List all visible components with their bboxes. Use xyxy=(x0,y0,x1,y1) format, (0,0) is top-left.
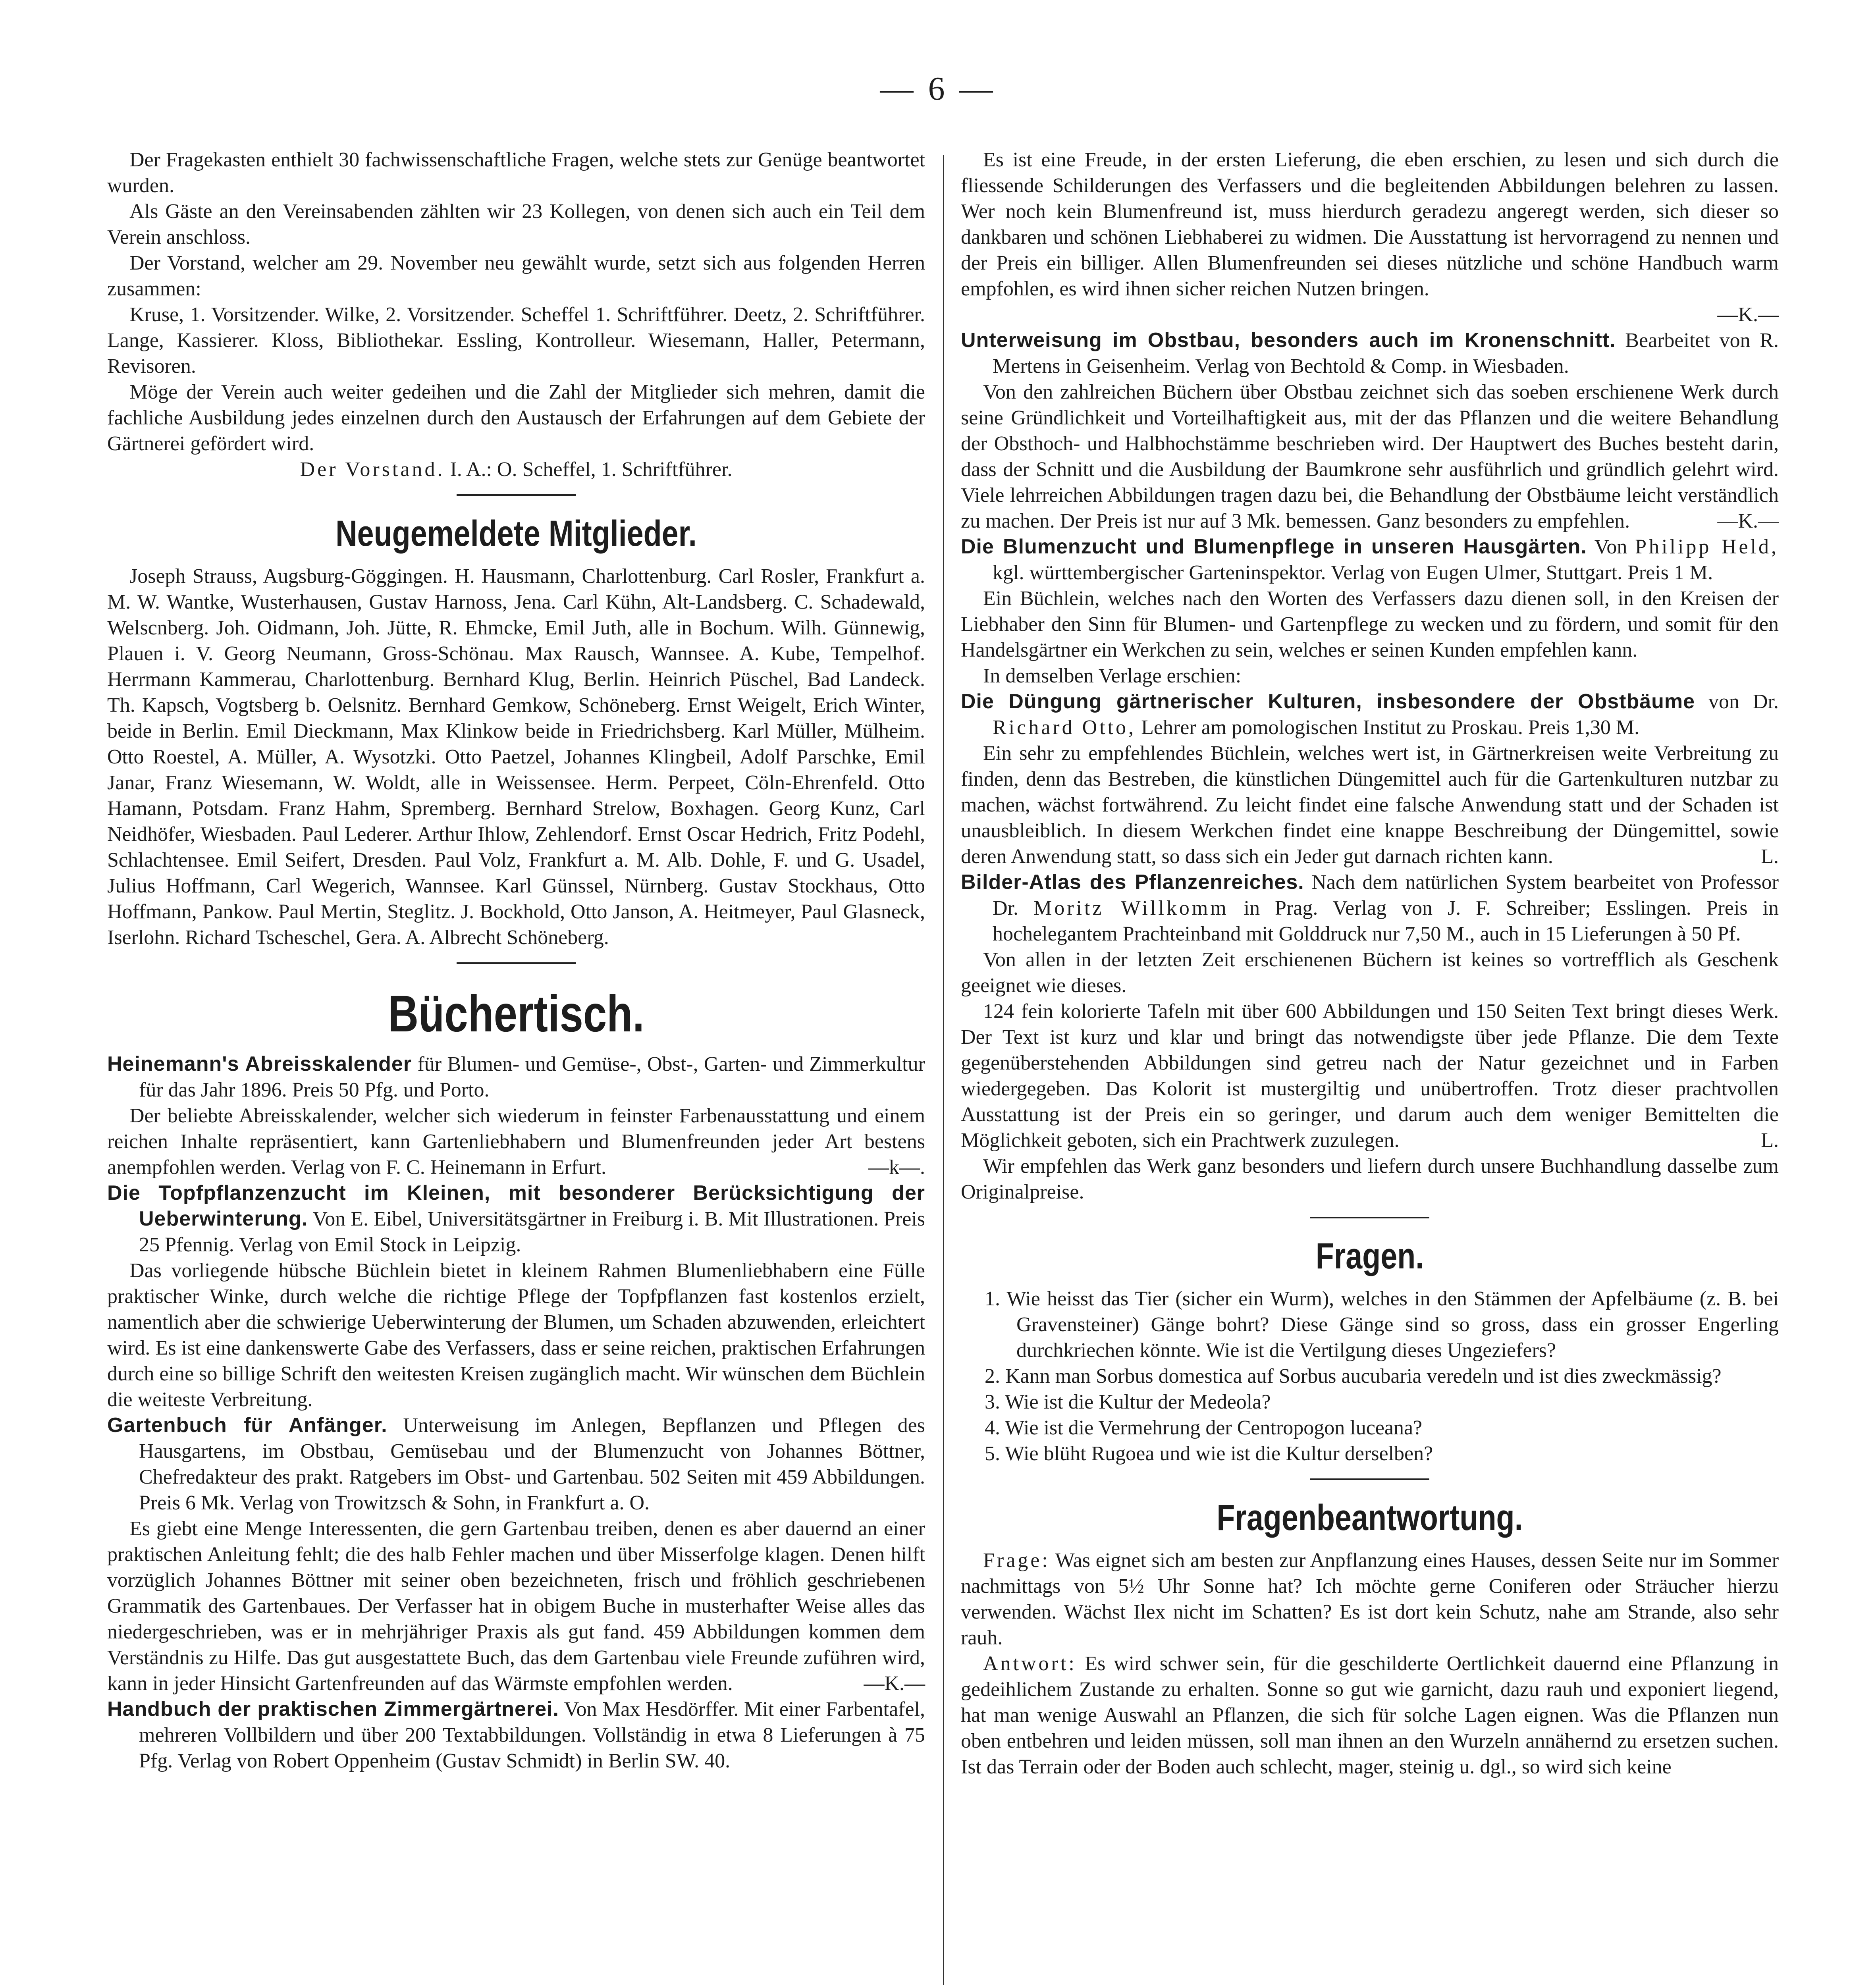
question-number: 4. xyxy=(985,1416,1000,1439)
frage-paragraph xyxy=(961,1548,1779,1651)
question-item xyxy=(961,1286,1779,1363)
section-rule xyxy=(457,494,576,496)
intro-paragraph: Als Gäste an den Vereinsabenden zählten wir 23 Kollegen, von denen sich auch ein Teil dem Verein anschloss. xyxy=(107,200,925,249)
question-text: Wie ist die Vermehrung der Centropogon luceana? xyxy=(1005,1416,1423,1439)
book-entry-blumenzucht xyxy=(961,534,1779,586)
members-heading: Neugemeldete Mitglieder. xyxy=(335,513,697,554)
frage-label: Frage: xyxy=(983,1549,1050,1572)
right-column xyxy=(961,147,1779,1780)
section-rule xyxy=(457,962,576,964)
book-details: Von Max Hesdörffer. Mit einer Farbentafel, mehreren Vollbildern und über 200 Textabbildungen. Vollständig in etwa 8 Lieferungen à 75 Pfg. Verlag von Robert Oppenheim (Gustav Schmidt) in Berlin SW. 40. xyxy=(139,1698,925,1772)
book-review xyxy=(961,740,1779,869)
buchertisch-heading: Büchertisch. xyxy=(388,985,644,1043)
question-text: Wie blüht Rugoea und wie ist die Kultur derselben? xyxy=(1005,1442,1433,1465)
antwort-label: Antwort: xyxy=(983,1652,1077,1675)
question-text: Wie ist die Kultur der Medeola? xyxy=(1005,1391,1271,1413)
question-text: Wie heisst das Tier (sicher ein Wurm), welches in den Stämmen der Apfelbäume (z. B. bei Gravensteiner) Gänge bohrt? Diese Gänge sind so gross, dass ein grosser Engerling durchkriechen könnte. Wie ist die Vertilgung dieses Ungeziefers? xyxy=(1006,1287,1779,1362)
book-review-text: Der beliebte Abreisskalender, welcher sich wiederum in feinster Farbenausstattung und einem reichen Inhalte repräsentiert, kann Gartenliebhabern und Blumenfreunden jeder Art bestens anempfohlen werden. Verlag von F. C. Heinemann in Erfurt. xyxy=(107,1104,925,1179)
signature-label: Der Vorstand. xyxy=(300,458,445,481)
book-review-text: Es giebt eine Menge Interessenten, die gern Gartenbau treiben, denen es aber dauernd an einer praktischen Anleitung fehlt; die des halb Fehler machen und über Misserfolge klagen. Denen hilft vorzüglich Johannes Böttner mit seiner oben bezeichneten, frisch und fröhlich geschriebenen Grammatik des Gartenbaues. Der Verfasser hat in obigem Buche in musterhafter Weise alles das niedergeschrieben, was er in mehrjähriger Praxis als gut fand. 459 Abbildungen kommen dem Verständnis zu Hilfe. Das gut ausgestattete Buch, das dem Gartenbau viele Freunde zuführen wird, kann in jeder Hinsicht Gartenfreunden auf das Wärmste empfohlen werden. xyxy=(107,1517,925,1695)
book-details: Lehrer am pomologischen Institut zu Proskau. Preis 1,30 M. xyxy=(1141,716,1640,739)
intro-paragraph: Möge der Verein auch weiter gedeihen und die Zahl der Mitglieder sich mehren, damit die fachliche Ausbildung jedes einzelnen durch den Austausch der Erfahrungen auf dem Gebiete der Gärtnerei gefördert wird. xyxy=(107,381,925,455)
book-review: Von allen in der letzten Zeit erschienenen Büchern ist keines so vortrefflich als Geschenk geeignet wie dieses. xyxy=(961,948,1779,997)
book-title: Die Düngung gärtnerischer Kulturen, insbesondere der Obstbäume xyxy=(961,690,1695,713)
book-title: Unterweisung im Obstbau, besonders auch im Kronenschnitt. xyxy=(961,329,1616,352)
book-review xyxy=(961,147,1779,302)
antwort-text: Es wird schwer sein, für die geschilderte Oertlichkeit dauernd eine Pflanzung in gedeihlichem Zustande zu erhalten. Sonne so gut wie garnicht, dazu rauh und exponiert liegend, hat man wenige Auswahl an Pflanzen, die sich für solche Lagen eignen. Was die Pflanzen nun oben entbehren und leiden müssen, soll man ihnen an den Wurzeln annähernd zu ersetzen suchen. Ist das Terrain oder der Boden auch schlecht, mager, steinig u. dgl., so wird sich keine xyxy=(961,1652,1779,1778)
signature-line xyxy=(107,457,925,482)
question-item xyxy=(961,1415,1779,1441)
question-text: Kann man Sorbus domestica auf Sorbus aucubaria veredeln und ist dies zweckmässig? xyxy=(1005,1365,1722,1388)
book-review: Ein Büchlein, welches nach den Worten des Verfassers dazu dienen soll, in den Kreisen der Liebhaber den Sinn für Blumen- und Gartenpflege zu wecken und zu fördern, und somit für den Handelsgärtner ein Werkchen zu sein, welches er seinen Kunden empfehlen kann. xyxy=(961,587,1779,661)
book-review: Das vorliegende hübsche Büchlein bietet in kleinem Rahmen Blumenliebhabern eine Fülle praktischer Winke, durch welche die richtige Pflege der Topfpflanzen fast kostenlos erzielt, namentlich aber die schwierige Ueberwinterung der Blumen, um Schaden abzuwenden, erleichtert wird. Es ist eine dankenswerte Gabe des Verfassers, dass er seine reichen, praktischen Erfahrungen durch eine so billige Schrift den weitesten Kreisen zugänglich macht. Wir wünschen dem Büchlein die weiteste Verbreitung. xyxy=(107,1259,925,1411)
question-number: 1. xyxy=(985,1287,1000,1310)
book-details: in Prag. Verlag von J. F. Schreiber; Esslingen. Preis in hochelegantem Prachteinband mit Golddruck nur 7,50 M., auch in 15 Lieferungen à 50 Pf. xyxy=(993,897,1779,945)
book-title: Gartenbuch für Anfänger. xyxy=(107,1414,388,1437)
book-review-text: Es ist eine Freude, in der ersten Lieferung, die eben erschien, zu lesen und sich durch die fliessende Schilderungen des Verfassers und die begleitenden Abbildungen belehren zu lassen. Wer noch kein Blumenfreund ist, muss hierdurch geradezu angeregt werden, sich dieser so dankbaren und schönen Liebhaberei zu widmen. Die Ausstattung ist hervorragend zu nennen und der Preis ein billiger. Allen Blumenfreunden sei dieses nützliche und schöne Handbuch warm empfohlen, es wird ihnen sicher reichen Nutzen bringen. xyxy=(961,148,1779,300)
book-review-text: Ein sehr zu empfehlendes Büchlein, welches wert ist, in Gärtnerkreisen weite Verbreitung zu finden, denn das Bestreben, die künstlichen Düngemittel auch für die Gartenkulturen nutzbar zu machen, wächst fortwährend. Zu leicht findet eine falsche Anwendung statt und der Schaden ist unausbleiblich. In diesem Werkchen findet eine knappe Beschreibung der Düngemittel, sowie deren Anwendung statt, so dass sich ein Jeder gut darnach richten kann. xyxy=(961,742,1779,868)
question-number: 5. xyxy=(985,1442,1000,1465)
question-item xyxy=(961,1441,1779,1467)
members-list: Joseph Strauss, Augsburg-Göggingen. H. Hausmann, Charlottenburg. Carl Rosler, Frankfurt a. M. W. Wantke, Wusterhausen, Gustav Harnoss, Jena. Carl Kühn, Alt-Landsberg. C. Schadewald, Welscnberg. Joh. Oidmann, Joh. Jütte, R. Ehmcke, Emil Juth, alle in Bochum. Wilh. Günnewig, Plauen i. V. Georg Neumann, Gross-Schönau. Max Rausch, Wannsee. A. Kube, Tempelhof. Herrmann Kammerau, Charlottenburg. Bernhard Klug, Berlin. Heinrich Püschel, Bad Landeck. Th. Kapsch, Vogtsberg b. Oelsnitz. Bernhard Gemkow, Schöneberg. Ernst Weigelt, Erich Winter, beide in Berlin. Emil Dieckmann, Max Klinkow beide in Friedrichsberg. Karl Müller, Mülheim. Otto Roestel, A. Müller, A. Wysotzki. Otto Paetzel, Johannes Klingbeil, Adolf Parschke, Emil Janar, Franz Wiesemann, W. Woldt, alle in Weissensee. Herm. Perpeet, Cöln-Ehrenfeld. Otto Hamann, Potsdam. Franz Hahm, Spremberg. Bernhard Strelow, Boxhagen. Georg Kunz, Carl Neidhöfer, Wiesbaden. Paul Lederer. Arthur Ihlow, Zehlendorf. Ernst Oscar Hedrich, Fritz Podehl, Schlachtensee. Emil Seifert, Dresden. Paul Volz, Frankfurt a. M. Alb. Dohle, F. und G. Usadel, Julius Hoffmann, Carl Wegerich, Wannsee. Karl Günssel, Nürnberg. Gustav Stockhaus, Otto Hoffmann, Pankow. Paul Mertin, Steglitz. J. Bockhold, Otto Janson, A. Heitmeyer, Paul Glasneck, Iserlohn. Richard Tscheschel, Gera. A. Albrecht Schöneberg. xyxy=(107,565,925,949)
book-details: kgl. württembergischer Garteninspektor. Verlag von Eugen Ulmer, Stuttgart. Preis 1 M. xyxy=(993,561,1713,584)
reviewer-sign: L. xyxy=(1761,845,1779,868)
section-rule xyxy=(1310,1478,1429,1480)
reviewer-sign: —K.— xyxy=(1717,303,1779,326)
reviewer-sign: —K.— xyxy=(1717,510,1779,532)
book-entry-heinemann xyxy=(107,1051,925,1103)
book-entry-bilder-atlas xyxy=(961,869,1779,947)
reviewer-sign: —K.— xyxy=(864,1672,925,1695)
board-members-paragraph: Kruse, 1. Vorsitzender. Wilke, 2. Vorsitzender. Scheffel 1. Schriftführer. Deetz, 2. Schriftführer. Lange, Kassierer. Kloss, Bibliothekar. Essling, Kontrolleur. Wiesemann, Haller, Petermann, Revisoren. xyxy=(107,303,925,378)
book-entry-topfpflanzen xyxy=(107,1180,925,1258)
book-review-text: 124 fein kolorierte Tafeln mit über 600 Abbildungen und 150 Seiten Text bringt dieses Werk. Der Text ist kurz und klar und bringt das notwendigste über jede Pflanze. Die dem Texte gegenüberstehenden Abbildungen sind getreu nach der Natur gezeichnet und in Farben wiedergegeben. Das Kolorit ist mustergiltig und unübertroffen. Trotz dieser prachtvollen Ausstattung ist der Preis ein so geringer, und darum auch dem weniger Bemittelten die Möglichkeit geboten, sich ein Prachtwerk zuzulegen. xyxy=(961,1000,1779,1152)
reviewer-sign: —k—. xyxy=(868,1156,925,1179)
book-details-prefix: von Dr. xyxy=(1708,690,1779,713)
book-details-prefix: Von xyxy=(1594,536,1627,558)
answers-heading: Fragenbeantwortung. xyxy=(1217,1497,1523,1538)
frage-text: Was eignet sich am besten zur Anpflanzung eines Hauses, dessen Seite nur im Sommer nachmittags von 5½ Uhr Sonne hat? Ich möchte gerne Coniferen oder Sträucher hierzu verwenden. Wächst Ilex nicht im Schatten? Es ist dort kein Schutz, nahe am Strande, also sehr rauh. xyxy=(961,1549,1779,1649)
question-number: 2. xyxy=(985,1365,1000,1388)
question-item xyxy=(961,1389,1779,1415)
book-entry-duengung xyxy=(961,689,1779,740)
question-item xyxy=(961,1363,1779,1389)
question-number: 3. xyxy=(985,1391,1000,1413)
book-author: Philipp Held, xyxy=(1635,536,1779,558)
intro-paragraph: Der Vorstand, welcher am 29. November neu gewählt wurde, setzt sich aus folgenden Herren zusammen: xyxy=(107,252,925,300)
signature-text: I. A.: O. Scheffel, 1. Schriftführer. xyxy=(450,458,733,481)
book-review xyxy=(961,379,1779,534)
book-details: Von E. Eibel, Universitätsgärtner in Freiburg i. B. Mit Illustrationen. Preis 25 Pfennig. Verlag von Emil Stock in Leipzig. xyxy=(139,1208,925,1256)
column-divider xyxy=(943,155,944,1985)
book-details: Unterweisung im Anlegen, Bepflanzen und Pflegen des Hausgartens, im Obstbau, Gemüsebau und der Blumenzucht von Johannes Böttner, Chefredakteur des prakt. Ratgebers im Obst- und Gartenbau. 502 Seiten mit 459 Abbildungen. Preis 6 Mk. Verlag von Trowitzsch & Sohn, in Frankfurt a. O. xyxy=(139,1414,925,1514)
book-details: Bearbeitet von R. Mertens in Geisenheim. Verlag von Bechtold & Comp. in Wiesbaden. xyxy=(993,329,1779,378)
book-review-text: Von den zahlreichen Büchern über Obstbau zeichnet sich das soeben erschienene Werk durch seine Gründlichkeit und Vorteilhaftigkeit aus, mit der das Pflanzen und die weitere Behandlung der Obsthoch- und Halbhochstämme beschrieben wird. Der Hauptwert des Buches besteht darin, dass der Schnitt und die Ausbildung der Baumkrone sehr ausführlich und gründlich gelehrt wird. Viele lehrreichen Abbildungen tragen dazu bei, die Behandlung der Obstbäume leicht verständlich zu machen. Der Preis ist nur auf 3 Mk. bemessen. Ganz besonders zu empfehlen. xyxy=(961,381,1779,532)
book-title: Heinemann's Abreisskalender xyxy=(107,1052,412,1075)
book-review xyxy=(107,1516,925,1696)
book-entry-zimmergaertnerei xyxy=(107,1696,925,1774)
book-review xyxy=(107,1103,925,1180)
book-details: für Blumen- und Gemüse-, Obst-, Garten- und Zimmerkultur für das Jahr 1896. Preis 50 Pfg. und Porto. xyxy=(139,1053,925,1101)
book-title: Handbuch der praktischen Zimmergärtnerei. xyxy=(107,1698,559,1721)
book-title: Die Topfpflanzenzucht im Kleinen, mit besonderer Berücksichtigung der Ueberwinterung. xyxy=(107,1181,925,1230)
book-author: Richard Otto, xyxy=(993,716,1136,739)
book-review xyxy=(961,998,1779,1153)
left-column xyxy=(107,147,925,1774)
book-entry-gartenbuch xyxy=(107,1413,925,1516)
publisher-note: In demselben Verlage erschien: xyxy=(983,665,1242,687)
fragen-heading: Fragen. xyxy=(1315,1236,1424,1276)
book-title: Die Blumenzucht und Blumenpflege in unseren Hausgärten. xyxy=(961,535,1587,558)
reviewer-sign: L. xyxy=(1761,1129,1779,1152)
book-closing-note: Wir empfehlen das Werk ganz besonders und liefern durch unsere Buchhandlung dasselbe zum Originalpreise. xyxy=(961,1155,1779,1203)
book-title: Bilder-Atlas des Pflanzenreiches. xyxy=(961,871,1304,894)
section-rule xyxy=(1310,1217,1429,1218)
intro-paragraph: Der Fragekasten enthielt 30 fachwissenschaftliche Fragen, welche stets zur Genüge beantwortet wurden. xyxy=(107,148,925,197)
book-entry-obstbau xyxy=(961,328,1779,379)
page-number: — 6 — xyxy=(880,70,996,107)
antwort-paragraph xyxy=(961,1651,1779,1780)
book-details-prefix: Nach dem natürlichen System bearbeitet von Professor Dr. xyxy=(993,871,1779,919)
book-author: Moritz Willkomm xyxy=(1033,897,1229,919)
